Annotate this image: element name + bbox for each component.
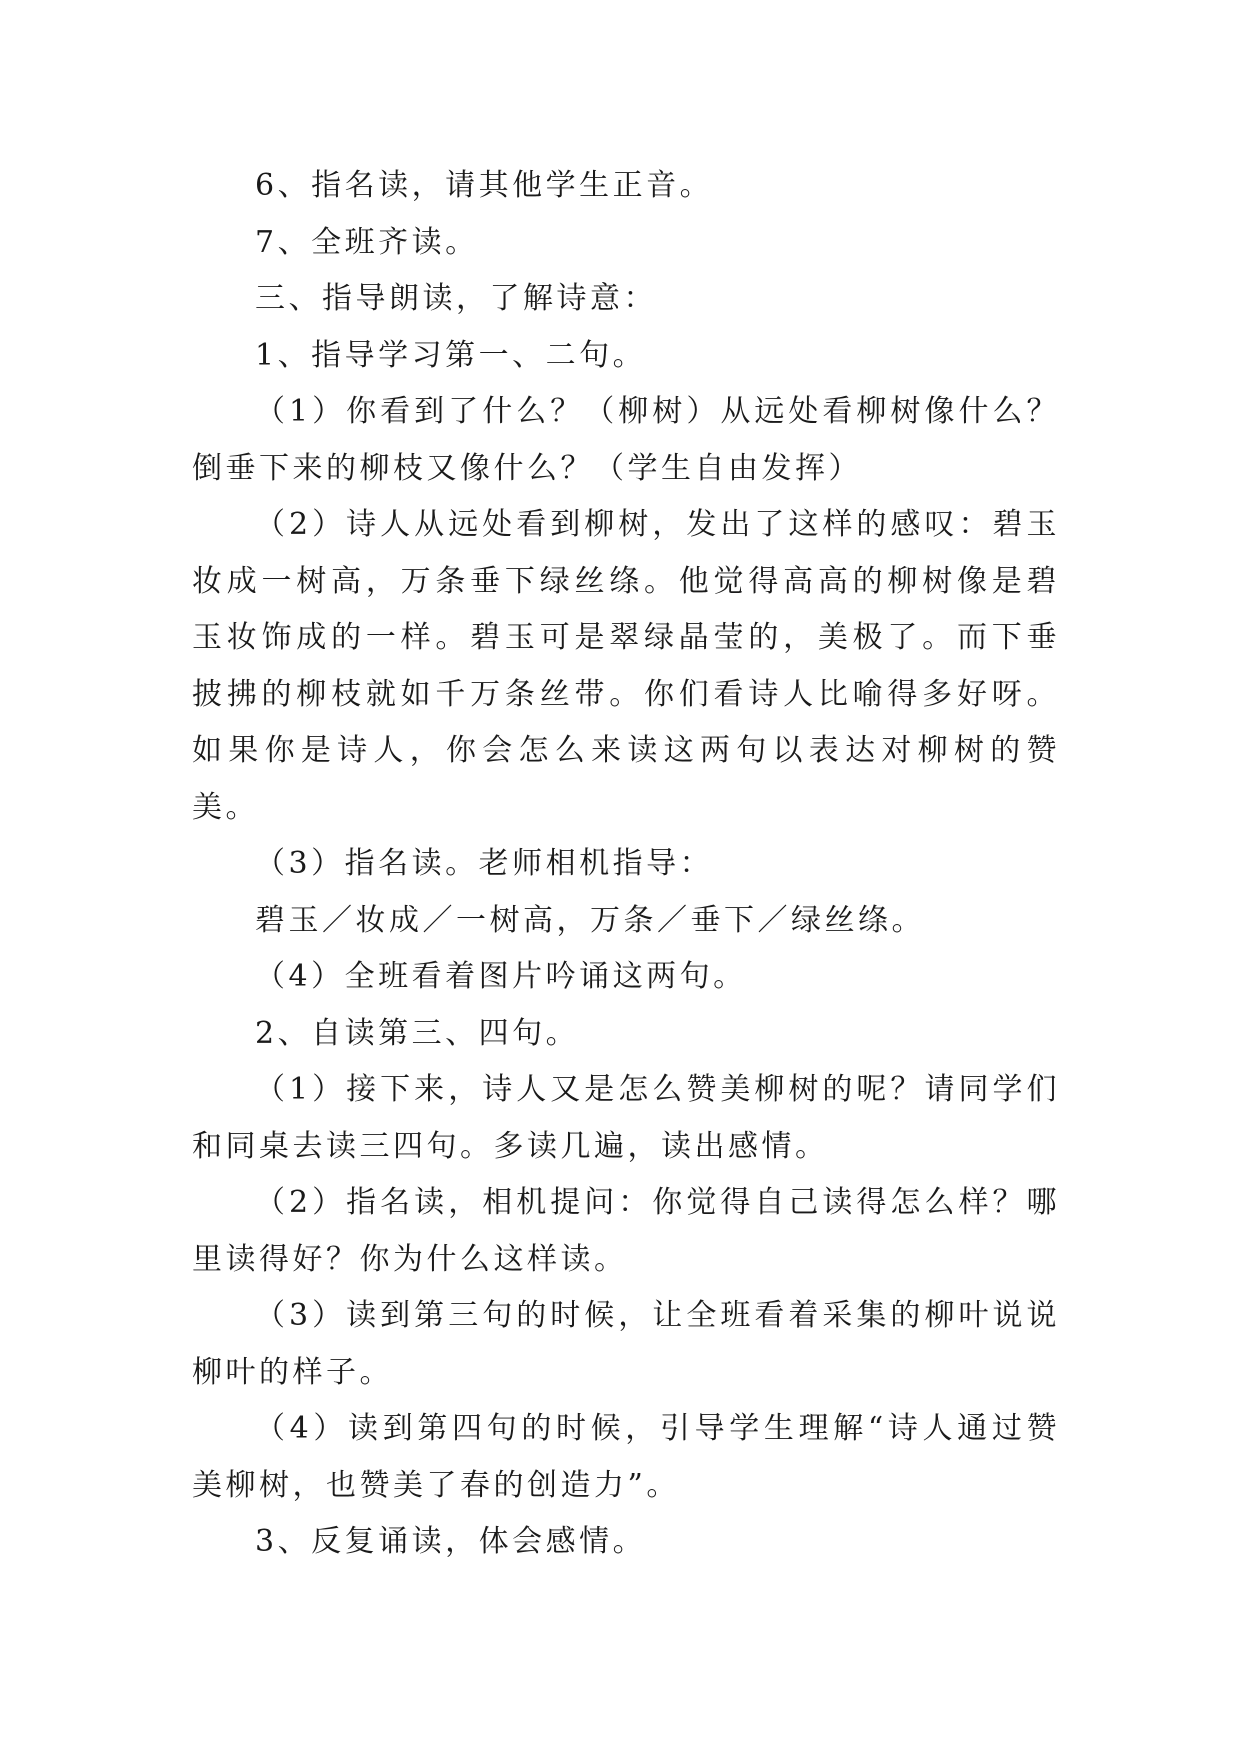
paragraph-item-1: 1、指导学习第一、二句。	[255, 337, 647, 373]
paragraph-item-2-2: （2）指名读，相机提问：你觉得自己读得怎么样？哪里读得好？你为什么这样读。	[192, 1185, 1060, 1277]
paragraph-reading-rhythm: 碧玉／妆成／一树高，万条／垂下／绿丝绦。	[255, 902, 925, 938]
paragraph-step-6: 6、指名读，请其他学生正音。	[255, 168, 714, 203]
paragraph-item-1-1: （1）你看到了什么？（柳树）从远处看柳树像什么？倒垂下来的柳枝又像什么？（学生自由发挥）	[192, 394, 1060, 486]
paragraph-item-1-3: （3）指名读。老师相机指导：	[255, 846, 714, 881]
paragraph-item-1-4: （4）全班看着图片吟诵这两句。	[255, 959, 747, 994]
paragraph-step-7: 7、全班齐读。	[255, 224, 479, 260]
paragraph-item-2-1: （1）接下来，诗人又是怎么赞美柳树的呢？请同学们和同桌去读三四句。多读几遍，读出感情。	[192, 1072, 1060, 1164]
paragraph-item-2-3: （3）读到第三句的时候，让全班看着采集的柳叶说说柳叶的样子。	[192, 1298, 1060, 1390]
paragraph-item-2: 2、自读第三、四句。	[255, 1015, 580, 1051]
paragraph-item-1-2: （2）诗人从远处看到柳树，发出了这样的感叹：碧玉妆成一树高，万条垂下绿丝绦。他觉得高高的柳树像是碧玉妆饰成的一样。碧玉可是翠绿晶莹的，美极了。而下垂披拂的柳枝就如千万条丝带。你们看诗人比喻得多好呀。如果你是诗人，你会怎么来读这两句以表达对柳树的赞美。	[192, 507, 1060, 825]
document-body	[192, 158, 1060, 1571]
paragraph-item-3: 3、反复诵读，体会感情。	[255, 1524, 647, 1559]
section-heading-3: 三、指导朗读，了解诗意：	[255, 281, 657, 316]
paragraph-item-2-4: （4）读到第四句的时候，引导学生理解“诗人通过赞美柳树，也赞美了春的创造力”。	[192, 1411, 1060, 1503]
